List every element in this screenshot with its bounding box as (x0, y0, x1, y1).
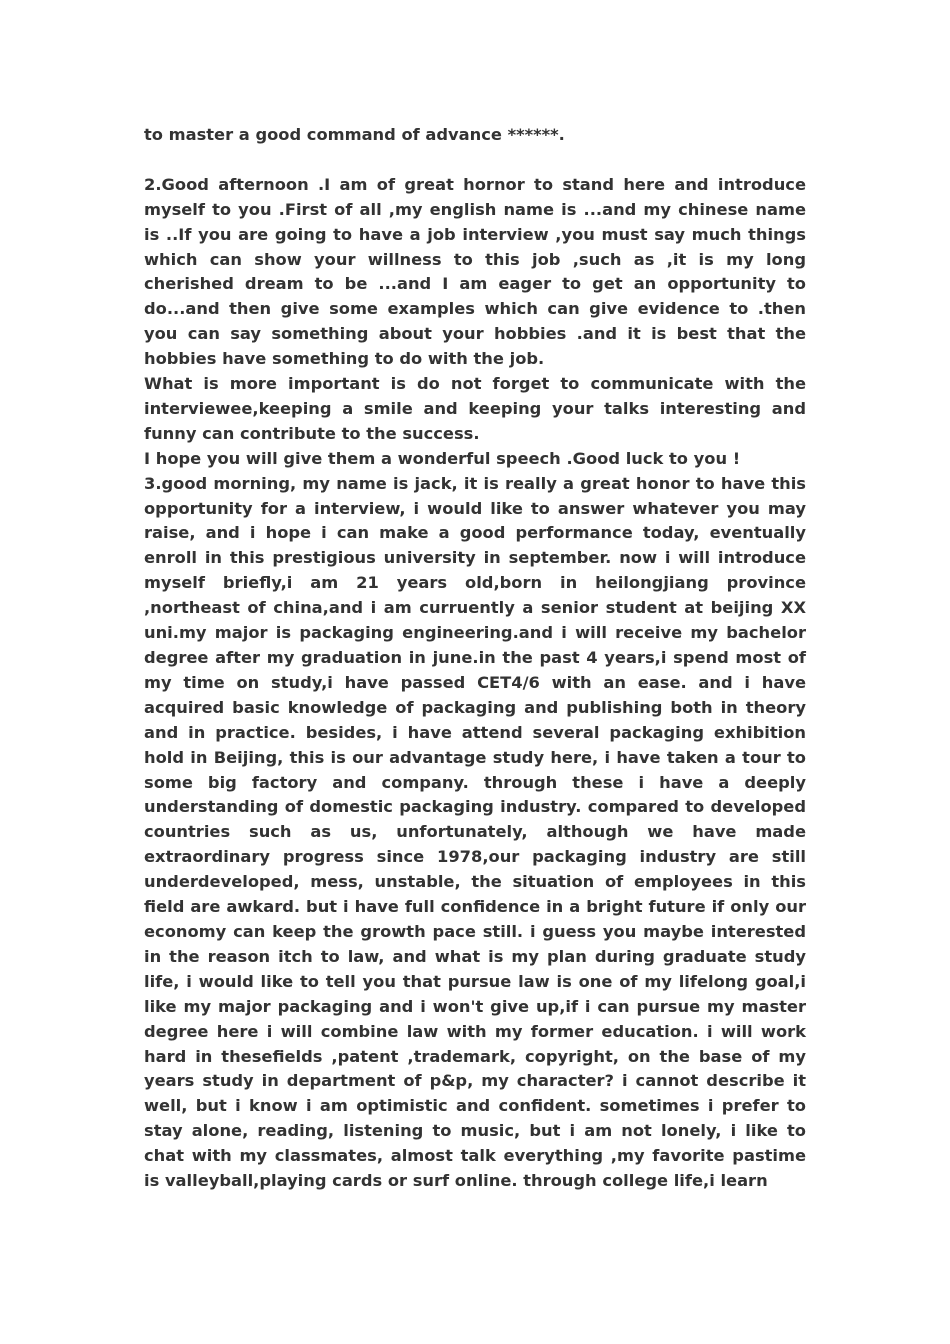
paragraph-answer-3: 3.good morning, my name is jack, it is really a great honor to have this opportunity for a interview, i would like to answer whatever you may raise, and i hope i can make a good performance today, eventually enroll in this prestigious university in september. now i will introduce myself briefly,i am 21 years old,born in heilongjiang province ,northeast of china,and i am curruently a senior student at beijing XX uni.my major is packaging engineering.and i will receive my bachelor degree after my graduation in june.in the past 4 years,i spend most of my time on study,i have passed CET4/6 with an ease. and i have acquired basic knowledge of packaging and publishing both in theory and in practice. besides, i have attend several packaging exhibition hold in Beijing, this is our advantage study here, i have taken a tour to some big factory and company. through these i have a deeply understanding of domestic packaging industry. compared to developed countries such as us, unfortunately, although we have made extraordinary progress since 1978,our packaging industry are still underdeveloped, mess, unstable, the situation of employees in this field are awkard. but i have full confidence in a bright future if only our economy can keep the growth pace still. i guess you maybe interested in the reason itch to law, and what is my plan during graduate study life, i would like to tell you that pursue law is one of my lifelong goal,i like my major packaging and i won't give up,if i can pursue my master degree here i will combine law with my former education. i will work hard in thesefields ,patent ,trademark, copyright, on the base of my years study in department of p&p, my character? i cannot describe it well, but i know i am optimistic and confident. sometimes i prefer to stay alone, reading, listening to music, but i am not lonely, i like to chat with my classmates, almost talk everything ,my favorite pastime is valleyball,playing cards or surf online. through college life,i learn (144, 473, 806, 1191)
blank-line (144, 148, 806, 173)
paragraph-answer-2: 2.Good afternoon .I am of great hornor to stand here and introduce myself to you .First of all ,my english name is ...and my chinese name is ..If you are going to have a job interview ,you must say much things which can show your willness to this job ,such as ,it is my long cherished dream to be ...and I am eager to get an opportunity to do...and then give some examples which can give evidence to .then you can say something about your hobbies .and it is best that the hobbies have something to do with the job. (144, 174, 806, 369)
paragraph-intro-tail: to master a good command of advance ******. (144, 125, 565, 144)
document-page (144, 123, 806, 1194)
paragraph-good-luck: I hope you will give them a wonderful speech .Good luck to you ! (144, 448, 741, 468)
paragraph-communication-tip: What is more important is do not forget to communicate with the interviewee,keeping a smile and keeping your talks interesting and funny can contribute to the success. (144, 374, 806, 443)
